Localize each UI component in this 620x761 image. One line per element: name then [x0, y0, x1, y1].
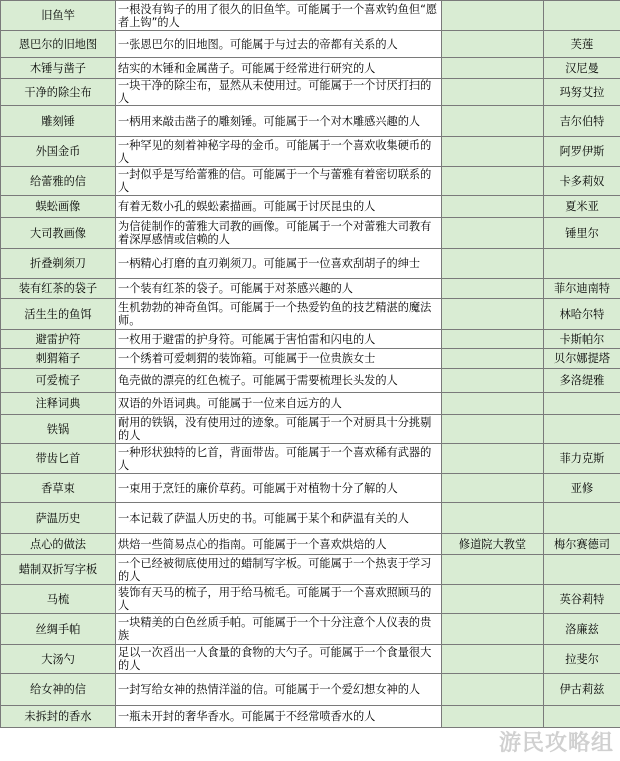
table-row — [1, 249, 620, 279]
table-row — [1, 279, 620, 299]
item-location-cell — [442, 585, 544, 614]
table-row — [1, 167, 620, 196]
item-owner-cell: 英谷莉特 — [544, 585, 620, 614]
table-row — [1, 196, 620, 218]
item-name-cell: 注释词典 — [1, 393, 116, 415]
item-owner-cell: 多洛缇雅 — [544, 369, 620, 393]
item-name-cell: 未拆封的香水 — [1, 706, 116, 728]
table-row — [1, 674, 620, 706]
item-description-cell: 一个绣着可爱刺猬的装饰箱。可能属于一位贵族女士 — [116, 349, 442, 369]
item-location-cell — [442, 674, 544, 706]
item-owner-cell: 汉尼曼 — [544, 58, 620, 79]
item-name-cell: 避雷护符 — [1, 330, 116, 349]
table-row — [1, 393, 620, 415]
item-owner-cell: 洛廉兹 — [544, 614, 620, 645]
table-row — [1, 79, 620, 106]
item-owner-cell: 阿罗伊斯 — [544, 137, 620, 167]
item-name-cell: 活生生的鱼饵 — [1, 299, 116, 330]
item-location-cell — [442, 58, 544, 79]
item-owner-cell: 卡多莉奴 — [544, 167, 620, 196]
item-location-cell — [442, 279, 544, 299]
item-name-cell: 刺猬箱子 — [1, 349, 116, 369]
item-description-cell: 一本记载了萨温人历史的书。可能属于某个和萨温有关的人 — [116, 503, 442, 534]
table-row — [1, 585, 620, 614]
item-description-cell: 一根没有钩子的用了很久的旧鱼竿。可能属于一个喜欢钓鱼但“愿者上钩”的人 — [116, 1, 442, 31]
item-location-cell — [442, 555, 544, 585]
table-row — [1, 503, 620, 534]
item-name-cell: 旧鱼竿 — [1, 1, 116, 31]
item-description-cell: 一个装有红茶的袋子。可能属于对茶感兴趣的人 — [116, 279, 442, 299]
item-description-cell: 一块精美的白色丝质手帕。可能属于一个十分注意个人仪表的贵族 — [116, 614, 442, 645]
item-name-cell: 给蕾雅的信 — [1, 167, 116, 196]
item-name-cell: 外国金币 — [1, 137, 116, 167]
item-owner-cell: 亚修 — [544, 474, 620, 503]
table-row — [1, 645, 620, 674]
item-location-cell — [442, 415, 544, 444]
table-row — [1, 369, 620, 393]
item-location-cell — [442, 1, 544, 31]
item-owner-cell: 芙莲 — [544, 31, 620, 58]
item-name-cell: 木锤与凿子 — [1, 58, 116, 79]
item-description-cell: 一柄用来敲击凿子的雕刻锤。可能属于一个对木雕感兴趣的人 — [116, 106, 442, 137]
item-name-cell: 恩巴尔的旧地图 — [1, 31, 116, 58]
item-location-cell — [442, 614, 544, 645]
table-row — [1, 614, 620, 645]
item-owner-cell: 锤里尔 — [544, 218, 620, 249]
item-description-cell: 足以一次舀出一人食量的食物的大勺子。可能属于一个食量很大的人 — [116, 645, 442, 674]
item-description-cell: 双语的外语词典。可能属于一位来自远方的人 — [116, 393, 442, 415]
item-location-cell — [442, 706, 544, 728]
table-row — [1, 706, 620, 728]
item-name-cell: 大汤勺 — [1, 645, 116, 674]
item-name-cell: 点心的做法 — [1, 534, 116, 555]
item-location-cell — [442, 196, 544, 218]
item-owner-cell: 卡斯帕尔 — [544, 330, 620, 349]
item-name-cell: 可爱梳子 — [1, 369, 116, 393]
item-description-cell: 龟壳做的漂亮的红色梳子。可能属于需要梳理长头发的人 — [116, 369, 442, 393]
item-location-cell — [442, 503, 544, 534]
table-row — [1, 299, 620, 330]
item-name-cell: 铁锅 — [1, 415, 116, 444]
item-name-cell: 蜈蚣画像 — [1, 196, 116, 218]
table-row — [1, 534, 620, 555]
item-name-cell: 丝绸手帕 — [1, 614, 116, 645]
item-owner-cell — [544, 415, 620, 444]
item-owner-cell: 吉尔伯特 — [544, 106, 620, 137]
table-row — [1, 58, 620, 79]
item-owner-cell: 菲力克斯 — [544, 444, 620, 474]
table-row — [1, 218, 620, 249]
item-description-cell: 结实的木锤和金属凿子。可能属于经常进行研究的人 — [116, 58, 442, 79]
item-owner-cell: 菲尔迪南特 — [544, 279, 620, 299]
item-location-cell — [442, 249, 544, 279]
item-owner-cell: 夏米亚 — [544, 196, 620, 218]
item-description-cell: 一柄精心打磨的直刃剃须刀。可能属于一位喜欢刮胡子的绅士 — [116, 249, 442, 279]
item-location-cell — [442, 137, 544, 167]
item-description-cell: 装饰有天马的梳子，用于给马梳毛。可能属于一个喜欢照顾马的人 — [116, 585, 442, 614]
item-owner-cell — [544, 393, 620, 415]
watermark-logo: 游民攻略组 — [498, 731, 614, 756]
item-owner-cell — [544, 249, 620, 279]
item-name-cell: 装有红茶的袋子 — [1, 279, 116, 299]
item-description-cell: 烘焙一些简易点心的指南。可能属于一个喜欢烘焙的人 — [116, 534, 442, 555]
item-name-cell: 香草束 — [1, 474, 116, 503]
item-owner-cell — [544, 706, 620, 728]
item-location-cell — [442, 79, 544, 106]
table-row — [1, 474, 620, 503]
item-name-cell: 带齿匕首 — [1, 444, 116, 474]
item-description-cell: 一枚用于避雷的护身符。可能属于害怕雷和闪电的人 — [116, 330, 442, 349]
item-description-cell: 生机勃勃的神奇鱼饵。可能属于一个热爱钓鱼的技艺精湛的魔法师。 — [116, 299, 442, 330]
item-description-cell: 一块干净的除尘布，显然从未使用过。可能属于一个讨厌打扫的人 — [116, 79, 442, 106]
item-location-cell — [442, 218, 544, 249]
item-name-cell: 给女神的信 — [1, 674, 116, 706]
item-description-cell: 一封似乎是写给蕾雅的信。可能属于一个与蕾雅有着密切联系的人 — [116, 167, 442, 196]
item-location-cell — [442, 31, 544, 58]
item-description-cell: 一束用于烹饪的廉价草药。可能属于对植物十分了解的人 — [116, 474, 442, 503]
item-owner-cell: 梅尔赛德司 — [544, 534, 620, 555]
item-name-cell: 萨温历史 — [1, 503, 116, 534]
item-owner-cell: 伊古莉兹 — [544, 674, 620, 706]
item-description-cell: 一个已经被彻底使用过的蜡制写字板。可能属于一个热衷于学习的人 — [116, 555, 442, 585]
item-owner-cell: 林哈尔特 — [544, 299, 620, 330]
item-name-cell: 马梳 — [1, 585, 116, 614]
item-description-cell: 有着无数小孔的蜈蚣素描画。可能属于讨厌昆虫的人 — [116, 196, 442, 218]
item-name-cell: 雕刻锤 — [1, 106, 116, 137]
table-row — [1, 349, 620, 369]
item-description-cell: 一封写给女神的热情洋溢的信。可能属于一个爱幻想女神的人 — [116, 674, 442, 706]
item-owner-cell: 拉斐尔 — [544, 645, 620, 674]
table-row — [1, 415, 620, 444]
item-location-cell — [442, 474, 544, 503]
item-location-cell — [442, 106, 544, 137]
item-name-cell: 干净的除尘布 — [1, 79, 116, 106]
item-owner-cell: 玛努艾拉 — [544, 79, 620, 106]
item-description-cell: 为信徒制作的蕾雅大司教的画像。可能属于一个对蕾雅大司教有着深厚感情或信赖的人 — [116, 218, 442, 249]
table-row — [1, 330, 620, 349]
item-name-cell: 大司教画像 — [1, 218, 116, 249]
table-row — [1, 106, 620, 137]
item-owner-cell: 贝尔娜提塔 — [544, 349, 620, 369]
item-location-cell — [442, 444, 544, 474]
item-description-cell: 一种形状独特的匕首，背面带齿。可能属于一个喜欢稀有武器的人 — [116, 444, 442, 474]
item-location-cell — [442, 349, 544, 369]
table-row — [1, 444, 620, 474]
item-location-cell — [442, 645, 544, 674]
item-location-cell — [442, 330, 544, 349]
item-description-cell: 一种罕见的刻着神秘字母的金币。可能属于一个喜欢收集硬币的人 — [116, 137, 442, 167]
item-location-cell — [442, 369, 544, 393]
table-row — [1, 1, 620, 31]
table-row — [1, 31, 620, 58]
table-row — [1, 137, 620, 167]
item-description-cell: 一瓶未开封的奢华香水。可能属于不经常喷香水的人 — [116, 706, 442, 728]
item-location-cell — [442, 393, 544, 415]
item-description-cell: 一张恩巴尔的旧地图。可能属于与过去的帝都有关系的人 — [116, 31, 442, 58]
item-name-cell: 折叠剃须刀 — [1, 249, 116, 279]
item-name-cell: 蜡制双折写字板 — [1, 555, 116, 585]
item-owner-cell — [544, 503, 620, 534]
item-location-cell — [442, 299, 544, 330]
item-owner-cell — [544, 555, 620, 585]
item-description-cell: 耐用的铁锅，没有使用过的迹象。可能属于一个对厨具十分挑剔的人 — [116, 415, 442, 444]
item-location-cell: 修道院大教堂 — [442, 534, 544, 555]
item-location-cell — [442, 167, 544, 196]
item-owner-cell — [544, 1, 620, 31]
table-row — [1, 555, 620, 585]
